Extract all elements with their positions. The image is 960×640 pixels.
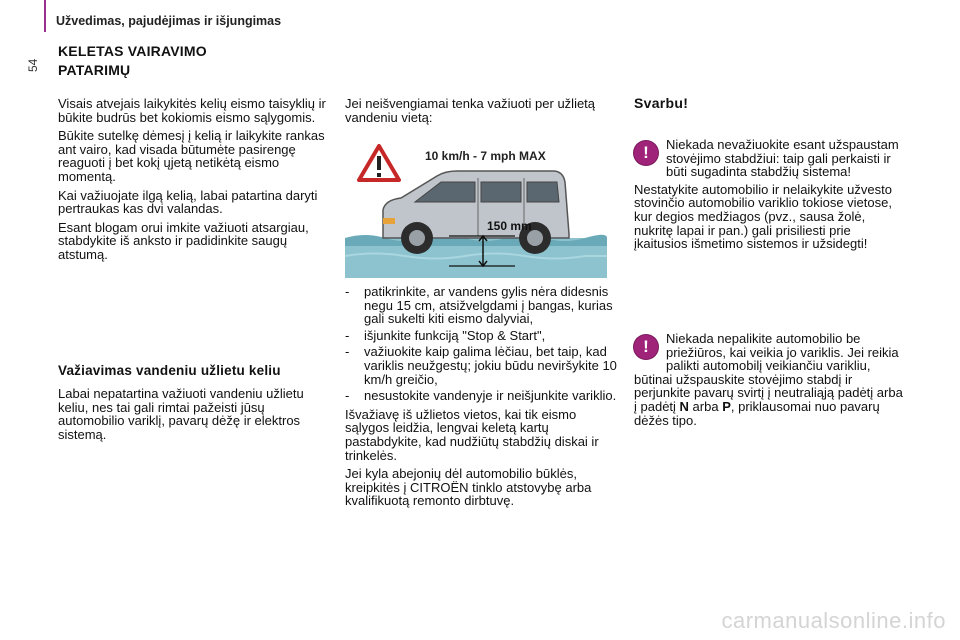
speed-limit-label: 10 km/h - 7 mph MAX [425, 149, 546, 163]
list-item: - nesustokite vandenyje ir neišjunkite variklio. [345, 389, 620, 403]
paragraph: Kai važiuojate ilgą kelią, labai patartina daryti pertraukas kas dvi valandas. [58, 187, 318, 217]
exclamation-circle-icon: ! [634, 335, 658, 359]
warning-block-unattended [634, 332, 906, 431]
paragraph: Jei kyla abejonių dėl automobilio būklės, kreipkitės į CITROËN tinklo atstovybę arba kvalifikuotą remonto dirbtuvę. [345, 466, 592, 509]
water-instructions [345, 285, 620, 508]
paragraph: Išvažiavę iš užlietos vietos, kai tik eismo sąlygos leidžia, lengvai keletą kartų pastabdykite, kad nudžiūtų stabdžių diskai ir trinkelės. [345, 406, 599, 463]
watermark: carmanualsonline.info [721, 608, 946, 633]
gear-position-n: N [679, 398, 689, 414]
list-item: - važiuokite kaip galima lėčiau, bet taip, kad variklis neužgestų; jokiu būdu neviršykite 10 km/h greičio, [345, 345, 620, 386]
page-number: 54 [26, 58, 40, 72]
column-general-tips [58, 97, 328, 267]
exclamation-circle-icon: ! [634, 141, 658, 165]
paragraph: Esant blogam orui imkite važiuoti atsargiau, stabdykite iš anksto ir padidinkite saugų atstumą. [58, 219, 309, 262]
warning-text-part: arba [688, 398, 723, 414]
warning-block-handbrake [634, 138, 906, 255]
paragraph: Būkite sutelkę dėmesį į kelią ir laikykite rankas ant vairo, kad visada būtumėte pasirengę reaguoti į bet kokį ųjetą netikėtą eismo momentą. [58, 128, 325, 184]
warning-text: Niekada nevažiuokite esant užspaustam stovėjimo stabdžiui: taip gali perkaisti ir būti sugadinta stabdžių sistema! [666, 137, 899, 180]
gear-position-p: P [722, 398, 731, 414]
flooded-road-illustration [345, 138, 607, 278]
instruction-list [345, 285, 620, 403]
page-title-line1: KELETAS VAIRAVIMO [58, 43, 207, 59]
water-intro: Jei neišvengiamai tenka važiuoti per užlietą vandeniu vietą: [345, 96, 596, 125]
section-header: Užvedimas, pajudėjimas ir išjungimas [56, 14, 282, 28]
water-text: Labai nepatartina važiuoti vandeniu užlietu keliu, nes tai gali rimtai pažeisti jūsų automobilio variklį, pavarų dėžę ir elektros sistemą. [58, 386, 304, 442]
paragraph: Visais atvejais laikykitės kelių eismo taisyklių ir būkite budrūs bet kokiomis eismo sąlygomis. [58, 96, 326, 125]
important-heading: Svarbu! [634, 95, 689, 111]
warning-text-part: , priklausomai nuo pavarų dėžės tipo. [634, 398, 880, 428]
warning-text: Nestatykite automobilio ir nelaikykite užvesto stovinčio automobilio variklio tokiose vietose, kur degios medžiagos (pvz., sausa žolė, nukritę lapai ir pan.) gali prisiliesti prie įkaitusios išmetimo sistemos ir užsidegti! [634, 181, 892, 252]
margin-accent-bar [44, 0, 46, 32]
warning-text-part: Niekada nepalikite automobilio be priežiūros, kai veikia jo variklis. Jei reikia palikti automobilį veikiančiu varikliu, būtinai užspauskite stovėjimo stabdį ir perjunkite pavarų svirtį į neutraliąją padėtį arba į padėtį [634, 331, 903, 414]
water-section [58, 363, 328, 441]
list-item: - išjunkite funkciją "Stop & Start", [345, 329, 620, 343]
page-title [58, 42, 207, 80]
page-title-line2: PATARIMŲ [58, 62, 131, 78]
warning-text [634, 332, 906, 427]
list-item: - patikrinkite, ar vandens gylis nėra didesnis negu 15 cm, atsižvelgdami į bangas, kurias gali sukelti kiti eismo dalyviai, [345, 285, 620, 326]
depth-label: 150 mm [487, 219, 532, 233]
water-heading: Važiavimas vandeniu užlietu keliu [58, 363, 281, 378]
column-important [634, 97, 906, 111]
column-water-driving [345, 97, 620, 129]
